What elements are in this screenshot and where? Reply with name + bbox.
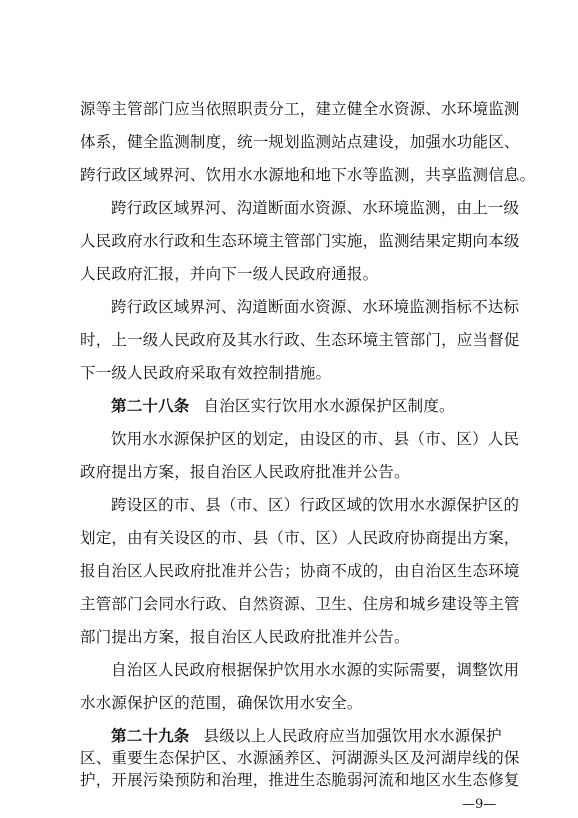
text-line: 部门提出方案，报自治区人民政府批准并公告。 [80, 628, 410, 646]
article-29-heading: 第二十九条 [111, 727, 190, 745]
text-line: 人民政府汇报，并向下一级人民政府通报。 [80, 265, 379, 283]
text-line: 源等主管部门应当依照职责分工，建立健全水资源、水环境监测 [80, 100, 520, 118]
text-line: 人民政府水行政和生态环境主管部门实施，监测结果定期向本级 [80, 232, 520, 250]
article-28-heading: 第二十八条 [111, 397, 190, 415]
text-line: 划定，由有关设区的市、县（市、区）人民政府协商提出方案， [80, 529, 520, 547]
text-line: 下一级人民政府采取有效控制措施。 [80, 364, 332, 382]
text-line: 跨行政区域界河、饮用水水源地和地下水等监测，共享监测信息。 [80, 166, 536, 184]
text-line: 区、重要生态保护区、水源涵养区、河湖源头区及河湖岸线的保 [80, 749, 520, 767]
text-line: 政府提出方案，报自治区人民政府批准并公告。 [80, 463, 410, 481]
text-line: 主管部门会同水行政、自然资源、卫生、住房和城乡建设等主管 [80, 595, 520, 613]
text-line: 时，上一级人民政府及其水行政、生态环境主管部门，应当督促 [80, 331, 520, 349]
text-line: 报自治区人民政府批准并公告；协商不成的，由自治区生态环境 [80, 562, 520, 580]
article-29-line [111, 726, 500, 746]
page-number: —9— [462, 797, 497, 812]
text-line: 自治区人民政府根据保护饮用水水源的实际需要，调整饮用 [111, 661, 520, 679]
article-29-text: 县级以上人民政府应当加强饮用水水源保护 [203, 727, 502, 745]
text-line: 体系，健全监测制度，统一规划监测站点建设，加强水功能区、 [80, 133, 520, 151]
text-line: 跨设区的市、县（市、区）行政区域的饮用水水源保护区的 [111, 496, 520, 514]
text-line: 水水源保护区的范围，确保饮用水安全。 [80, 694, 363, 712]
article-28-text: 自治区实行饮用水水源保护区制度。 [203, 397, 455, 415]
text-line: 护，开展污染预防和治理，推进生态脆弱河流和地区水生态修复 [80, 771, 520, 789]
article-28-line [111, 396, 500, 416]
text-line: 饮用水水源保护区的划定，由设区的市、县（市、区）人民 [111, 430, 520, 448]
text-line: 跨行政区域界河、沟道断面水资源、水环境监测指标不达标 [111, 298, 520, 316]
text-line: 跨行政区域界河、沟道断面水资源、水环境监测，由上一级 [111, 199, 520, 217]
